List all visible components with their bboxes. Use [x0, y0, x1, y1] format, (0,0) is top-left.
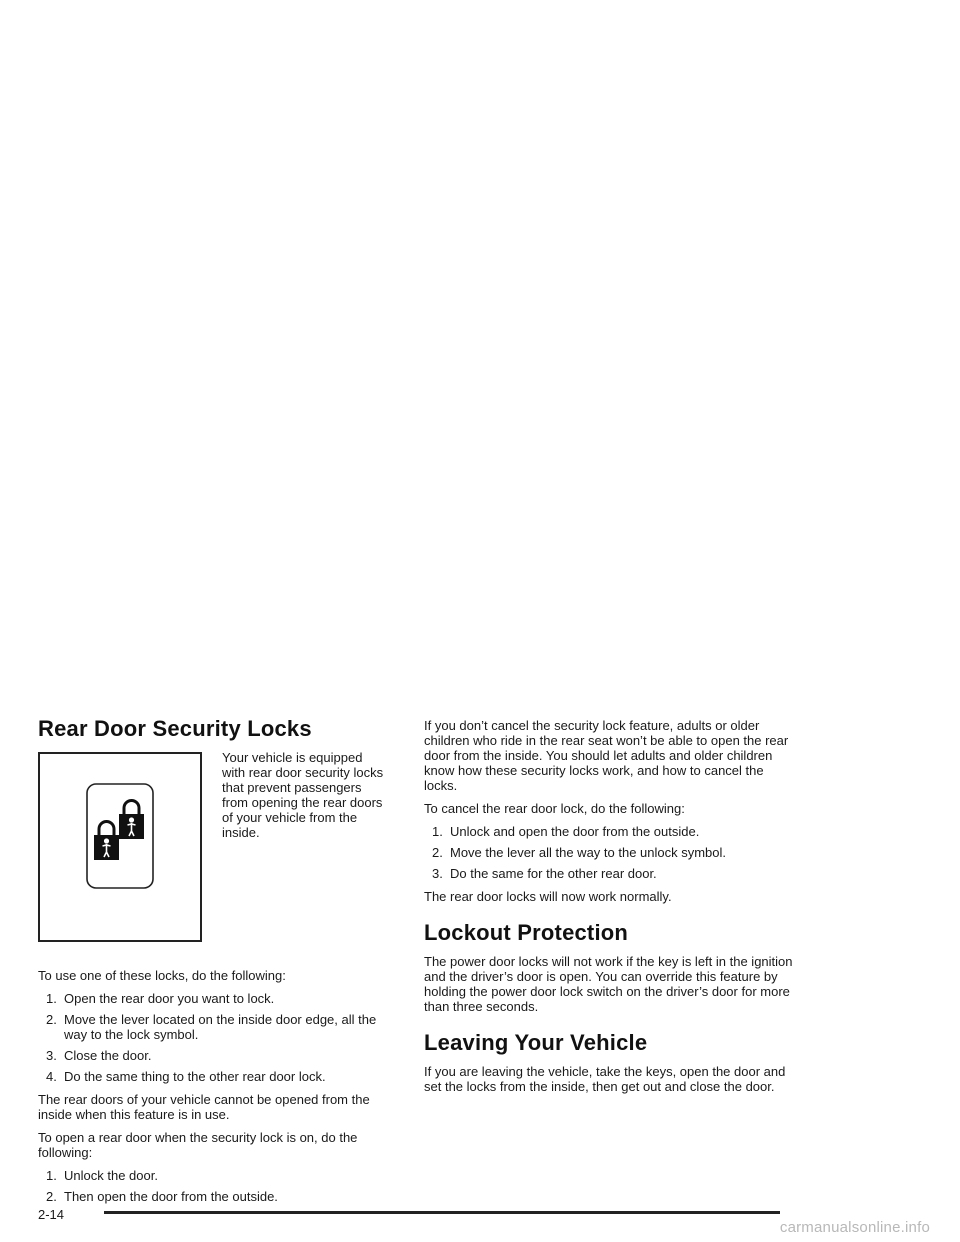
lock-steps-list — [38, 991, 386, 1084]
list-item: 3. Do the same for the other rear door. — [432, 866, 657, 881]
security-warning-text: If you don’t cancel the security lock feature, adults or older children who ride in the rear seat won’t be able to open the rear door from the inside. You should let adults and older children know how these security locks work, and how to cancel the locks. — [424, 718, 789, 793]
open-intro: To open a rear door when the security lock is on, do the following: — [38, 1130, 358, 1160]
list-item: 2. Move the lever located on the inside door edge, all the way to the lock symbol. — [46, 1012, 377, 1042]
list-item: 1. Unlock and open the door from the outside. — [432, 824, 700, 839]
lock-intro: To use one of these locks, do the following: — [38, 968, 286, 983]
lock-note: The rear doors of your vehicle cannot be opened from the inside when this feature is in use. — [38, 1092, 370, 1122]
right-column — [424, 718, 794, 1102]
child-lock-figure — [38, 752, 202, 942]
list-item: 2. Move the lever all the way to the unlock symbol. — [432, 845, 727, 860]
child-lock-icon — [40, 754, 200, 940]
left-column — [38, 716, 386, 1212]
watermark: carmanualsonline.info — [779, 1219, 930, 1236]
leaving-text: If you are leaving the vehicle, take the keys, open the door and set the locks from the inside, then get out and close the door. — [424, 1064, 786, 1094]
footer-rule — [104, 1211, 780, 1214]
figure-row — [38, 750, 386, 950]
cancel-intro: To cancel the rear door lock, do the following: — [424, 801, 685, 816]
lockout-text: The power door locks will not work if the key is left in the ignition and the driver’s door is open. You can override this feature by holding the power door lock switch on the driver’s door for more than three seconds. — [424, 954, 793, 1014]
cancel-result: The rear door locks will now work normally. — [424, 889, 672, 904]
section-heading-lockout-protection: Lockout Protection — [424, 920, 629, 945]
list-item: 1. Unlock the door. — [46, 1168, 158, 1183]
list-item: 3. Close the door. — [46, 1048, 152, 1063]
list-item: 4. Do the same thing to the other rear door lock. — [46, 1069, 326, 1084]
page-number: 2-14 — [38, 1207, 65, 1222]
section-heading-rear-door-security-locks: Rear Door Security Locks — [38, 716, 312, 741]
cancel-steps-list — [424, 824, 794, 881]
figure-caption-text: Your vehicle is equipped with rear door security locks that prevent passengers from opening the rear doors of your vehicle from the inside. — [222, 750, 384, 840]
list-item: 1. Open the rear door you want to lock. — [46, 991, 275, 1006]
list-item: 2. Then open the door from the outside. — [46, 1189, 278, 1204]
open-steps-list — [38, 1168, 386, 1204]
section-heading-leaving-your-vehicle: Leaving Your Vehicle — [424, 1030, 648, 1055]
